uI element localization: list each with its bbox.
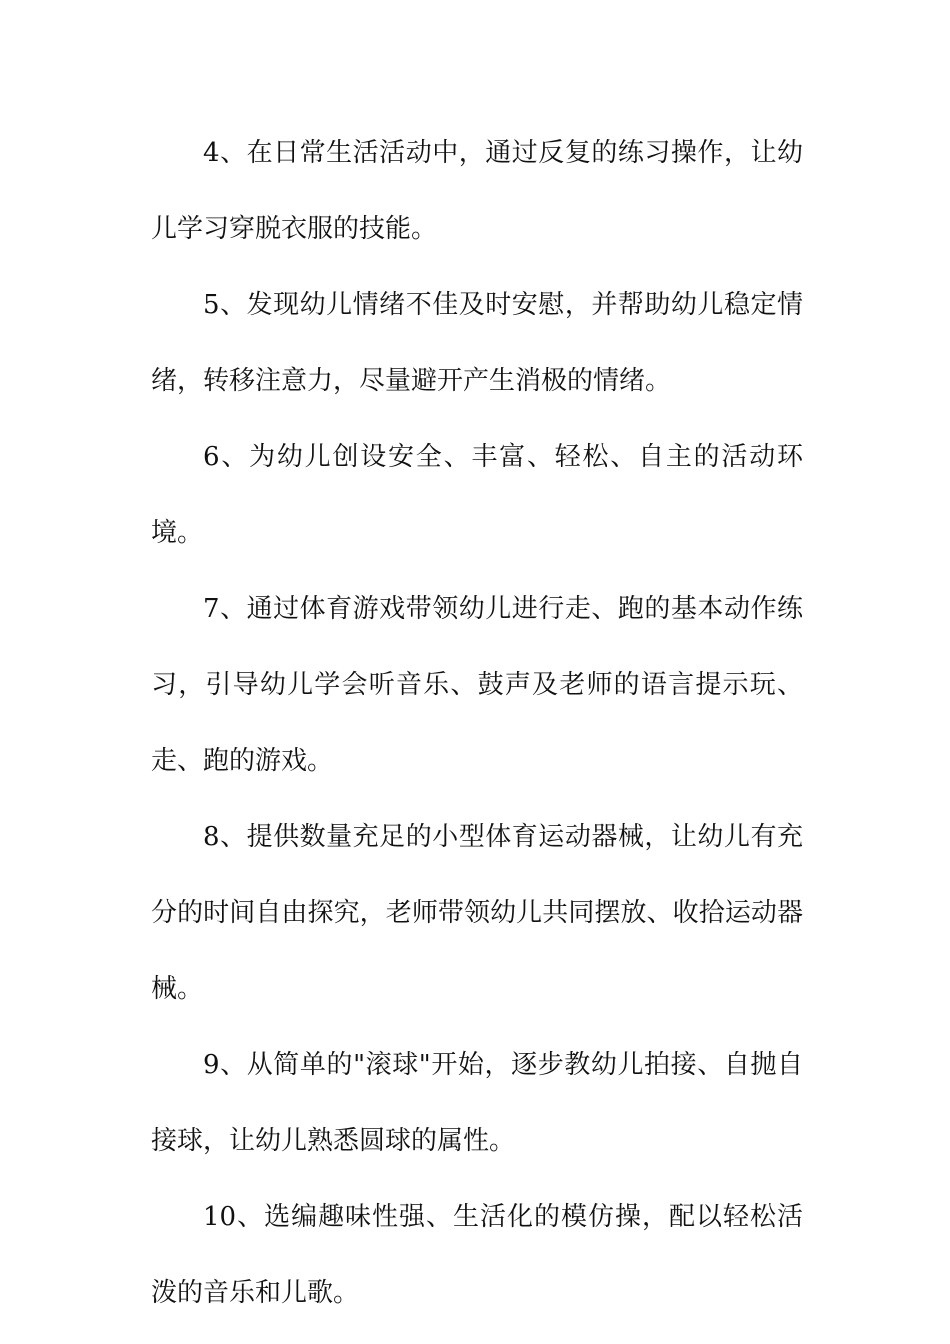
paragraph-item-10: 10、选编趣味性强、生活化的模仿操，配以轻松活泼的音乐和儿歌。 [151,1202,803,1308]
paragraph-item-4: 4、在日常生活活动中，通过反复的练习操作，让幼儿学习穿脱衣服的技能。 [151,138,803,244]
paragraph-item-5: 5、发现幼儿情绪不佳及时安慰，并帮助幼儿稳定情绪，转移注意力，尽量避开产生消极的情绪。 [151,290,803,396]
document-body [151,115,803,1331]
paragraph-item-8: 8、提供数量充足的小型体育运动器械，让幼儿有充分的时间自由探究，老师带领幼儿共同摆放、收拾运动器械。 [151,822,803,1004]
paragraph-item-7: 7、通过体育游戏带领幼儿进行走、跑的基本动作练习，引导幼儿学会听音乐、鼓声及老师的语言提示玩、走、跑的游戏。 [151,594,803,776]
paragraph-item-9: 9、从简单的"滚球"开始，逐步教幼儿拍接、自抛自接球，让幼儿熟悉圆球的属性。 [151,1050,803,1156]
paragraph-item-6: 6、为幼儿创设安全、丰富、轻松、自主的活动环境。 [151,442,803,548]
